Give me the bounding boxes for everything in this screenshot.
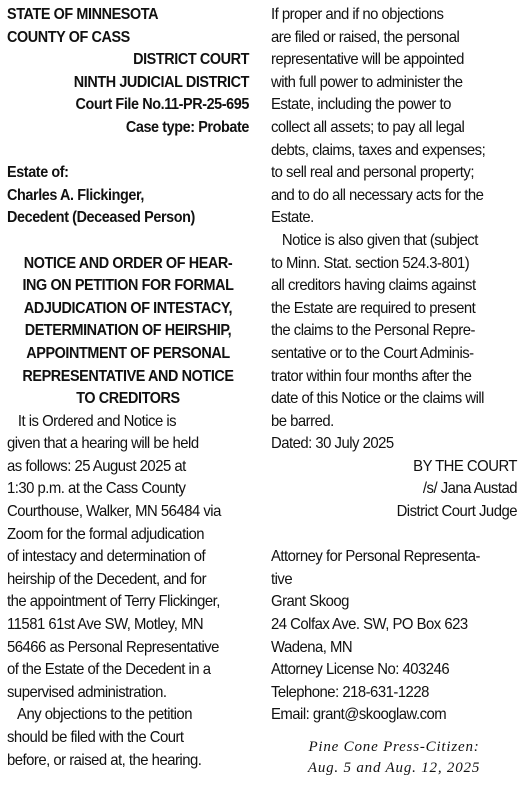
body-line: 11581 61st Ave SW, Motley, MN [7, 616, 204, 634]
body-line: Estate. [271, 209, 314, 227]
body-line: Courthouse, Walker, MN 56484 via [7, 503, 221, 521]
notice-title-line: ING ON PETITION FOR FORMAL [22, 277, 234, 295]
caption-header [7, 4, 249, 140]
attorney-phone: Telephone: 218-631-1228 [271, 683, 429, 701]
body-line: are filed or raised, the personal [271, 28, 460, 46]
body-line: the Estate are required to present [271, 299, 476, 317]
notice-title-line: NOTICE AND ORDER OF HEAR- [23, 254, 233, 272]
file-number: Court File No.11-PR-25-695 [75, 96, 249, 114]
district-line: NINTH JUDICIAL DISTRICT [73, 73, 249, 91]
body-line: sentative or to the Court Adminis- [271, 344, 474, 362]
body-line: trator within four months after the [271, 367, 472, 385]
left-column [7, 4, 249, 772]
state-line: STATE OF MINNESOTA [7, 6, 159, 23]
body-line: of the Estate of the Decedent in a [7, 661, 211, 679]
body-line: all creditors having claims against [271, 277, 476, 295]
body-line: debts, claims, taxes and expenses; [271, 141, 486, 159]
body-line: and to do all necessary acts for the [271, 186, 484, 204]
body-line: supervised administration. [7, 683, 167, 701]
estate-label: Estate of: [7, 164, 69, 182]
notice-title-line: TO CREDITORS [76, 390, 180, 408]
right-column [271, 4, 517, 727]
by-the-court: BY THE COURT [413, 457, 517, 475]
publication-dates: Aug. 5 and Aug. 12, 2025 [307, 760, 481, 776]
decedent-label: Decedent (Deceased Person) [7, 209, 195, 227]
signature-block [271, 456, 517, 524]
body-line: Estate, including the power to [271, 96, 451, 114]
body-line: 56466 as Personal Representative [7, 638, 219, 656]
notice-title [7, 253, 249, 411]
estate-name: Charles A. Flickinger, [7, 186, 145, 204]
notice-body-left [7, 411, 249, 773]
body-line: representative will be appointed [271, 51, 464, 69]
county-line: COUNTY OF CASS [7, 28, 130, 46]
attorney-city: Wadena, MN [271, 638, 353, 656]
court-line: DISTRICT COURT [133, 51, 249, 69]
body-line: with full power to administer the [271, 73, 463, 91]
judge-title: District Court Judge [396, 503, 517, 521]
attorney-heading-cont: tive [271, 570, 293, 588]
body-line: be barred. [271, 412, 334, 430]
body-line: to Minn. Stat. section 524.3-801) [271, 254, 470, 272]
body-line: to sell real and personal property; [271, 164, 474, 182]
attorney-address: 24 Colfax Ave. SW, PO Box 623 [271, 616, 468, 634]
attorney-email: Email: grant@skooglaw.com [271, 706, 447, 724]
notice-title-line: ADJUDICATION OF INTESTACY, [23, 299, 233, 317]
body-line: as follows: 25 August 2025 at [7, 457, 186, 475]
publication-credit [271, 737, 517, 779]
body-line: of intestacy and determination of [7, 548, 206, 566]
body-line: should be filed with the Court [7, 729, 184, 746]
dated-line: Dated: 30 July 2025 [271, 435, 394, 453]
body-line: given that a hearing will be held [7, 435, 199, 453]
notice-title-line: REPRESENTATIVE AND NOTICE [22, 367, 234, 385]
case-type: Case type: Probate [125, 118, 249, 136]
body-line: It is Ordered and Notice is [7, 412, 177, 430]
attorney-license: Attorney License No: 403246 [271, 661, 450, 679]
publication-paper: Pine Cone Press-Citizen: [308, 739, 480, 755]
estate-caption [7, 162, 249, 230]
body-line: collect all assets; to pay all legal [271, 118, 465, 136]
notice-title-line: APPOINTMENT OF PERSONAL [26, 344, 230, 362]
body-line: heirship of the Decedent, and for [7, 570, 207, 588]
notice-body-right [271, 4, 517, 433]
attorney-name: Grant Skoog [271, 593, 349, 611]
notice-title-line: DETERMINATION OF HEIRSHIP, [24, 322, 232, 340]
body-line: Notice is also given that (subject [271, 231, 478, 249]
body-line: Zoom for the formal adjudication [7, 525, 205, 543]
body-line: If proper and if no objections [271, 6, 444, 23]
attorney-heading: Attorney for Personal Representa- [271, 548, 480, 566]
body-line: the claims to the Personal Repre- [271, 322, 475, 340]
body-line: date of this Notice or the claims will [271, 390, 484, 408]
judge-signature: /s/ Jana Austad [422, 480, 517, 498]
body-line: 1:30 p.m. at the Cass County [7, 480, 186, 498]
body-line: before, or raised at, the hearing. [7, 751, 202, 769]
body-line: Any objections to the petition [7, 706, 192, 724]
body-line: the appointment of Terry Flickinger, [7, 593, 220, 611]
attorney-block [271, 546, 517, 727]
